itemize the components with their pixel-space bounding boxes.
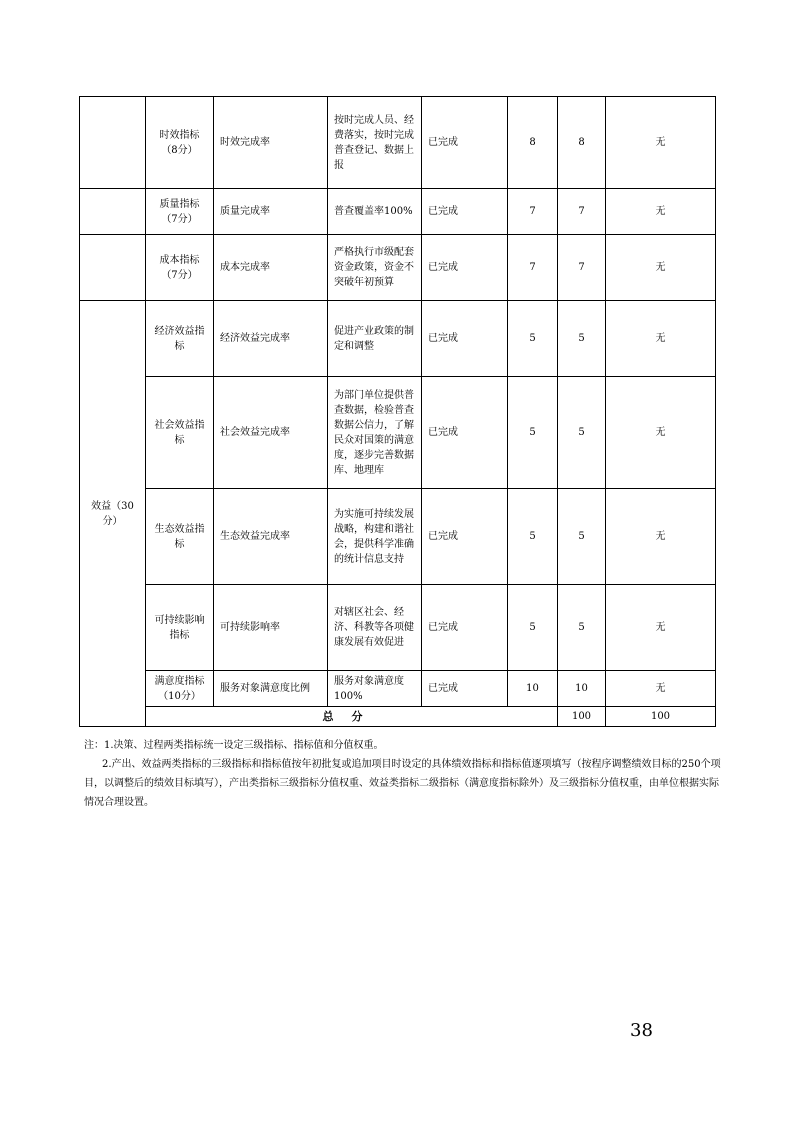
note-2: 2.产出、效益两类指标的三级指标和指标值按年初批复或追加项目时设定的具体绩效指标和指标值逐项填写（按程序调整绩效目标的250个项目，以调整后的绩效目标填写），产出类指标三级指标分值权重、效益类指标二级指标（满意度指标除外）及三级指标分值权重，由单位根据实际情况合理设置。 <box>84 759 721 808</box>
indicator-name: 质量指标（7分） <box>146 189 214 235</box>
remark: 无 <box>606 301 716 377</box>
target-value: 为实施可持续发展战略，构建和谐社会，提供科学准确的统计信息支持 <box>328 489 422 585</box>
table-row <box>80 489 716 585</box>
target-value: 普查覆盖率100% <box>328 189 422 235</box>
indicator-name: 社会效益指标 <box>146 377 214 489</box>
remark: 无 <box>606 489 716 585</box>
footnotes <box>84 736 724 812</box>
category-cell-output <box>80 189 146 235</box>
score-actual: 5 <box>558 301 606 377</box>
indicator: 服务对象满意度比例 <box>214 671 328 707</box>
target-value: 服务对象满意度100% <box>328 671 422 707</box>
score: 8 <box>508 97 558 189</box>
table-row <box>80 189 716 235</box>
target-value: 严格执行市级配套资金政策，资金不突破年初预算 <box>328 235 422 301</box>
indicator-name: 时效指标（8分） <box>146 97 214 189</box>
indicator: 可持续影响率 <box>214 585 328 671</box>
score-actual: 10 <box>558 671 606 707</box>
table-row <box>80 97 716 189</box>
table-row <box>80 585 716 671</box>
status: 已完成 <box>422 235 508 301</box>
indicator: 经济效益完成率 <box>214 301 328 377</box>
target-value: 对辖区社会、经济、科教等各项健康发展有效促进 <box>328 585 422 671</box>
total-label: 总分 <box>146 707 558 727</box>
remark: 无 <box>606 585 716 671</box>
table-row <box>80 301 716 377</box>
remark: 无 <box>606 671 716 707</box>
status: 已完成 <box>422 671 508 707</box>
indicator-name: 成本指标（7分） <box>146 235 214 301</box>
score: 5 <box>508 377 558 489</box>
category-benefit: 效益（30分） <box>80 301 146 727</box>
table-row <box>80 235 716 301</box>
indicator-name: 可持续影响指标 <box>146 585 214 671</box>
status: 已完成 <box>422 585 508 671</box>
indicator: 社会效益完成率 <box>214 377 328 489</box>
score: 10 <box>508 671 558 707</box>
indicator-name: 生态效益指标 <box>146 489 214 585</box>
score-actual: 5 <box>558 585 606 671</box>
remark: 无 <box>606 97 716 189</box>
table-row <box>80 671 716 707</box>
remark: 无 <box>606 377 716 489</box>
score: 7 <box>508 235 558 301</box>
score-actual: 7 <box>558 235 606 301</box>
score-actual: 8 <box>558 97 606 189</box>
indicator-name: 经济效益指标 <box>146 301 214 377</box>
status: 已完成 <box>422 189 508 235</box>
indicator: 成本完成率 <box>214 235 328 301</box>
indicator: 时效完成率 <box>214 97 328 189</box>
category-cell-output <box>80 97 146 189</box>
note-1: 注：1.决策、过程两类指标统一设定三级指标、指标值和分值权重。 <box>84 740 384 751</box>
score: 7 <box>508 189 558 235</box>
indicator: 质量完成率 <box>214 189 328 235</box>
score-actual: 5 <box>558 377 606 489</box>
indicator-name: 满意度指标（10分） <box>146 671 214 707</box>
table-row <box>80 377 716 489</box>
score: 5 <box>508 489 558 585</box>
total-row <box>80 707 716 727</box>
page-number: 38 <box>630 1020 653 1041</box>
score: 5 <box>508 585 558 671</box>
score-actual: 5 <box>558 489 606 585</box>
indicator: 生态效益完成率 <box>214 489 328 585</box>
target-value: 促进产业政策的制定和调整 <box>328 301 422 377</box>
score: 5 <box>508 301 558 377</box>
score-actual: 7 <box>558 189 606 235</box>
status: 已完成 <box>422 489 508 585</box>
performance-table <box>79 96 716 727</box>
category-cell-output <box>80 235 146 301</box>
total-score: 100 <box>558 707 606 727</box>
target-value: 为部门单位提供普查数据，检验普查数据公信力，了解民众对国策的满意度，逐步完善数据库、地理库 <box>328 377 422 489</box>
status: 已完成 <box>422 377 508 489</box>
status: 已完成 <box>422 301 508 377</box>
remark: 无 <box>606 235 716 301</box>
target-value: 按时完成人员、经费落实，按时完成普查登记、数据上报 <box>328 97 422 189</box>
total-score-actual: 100 <box>606 707 716 727</box>
status: 已完成 <box>422 97 508 189</box>
remark: 无 <box>606 189 716 235</box>
